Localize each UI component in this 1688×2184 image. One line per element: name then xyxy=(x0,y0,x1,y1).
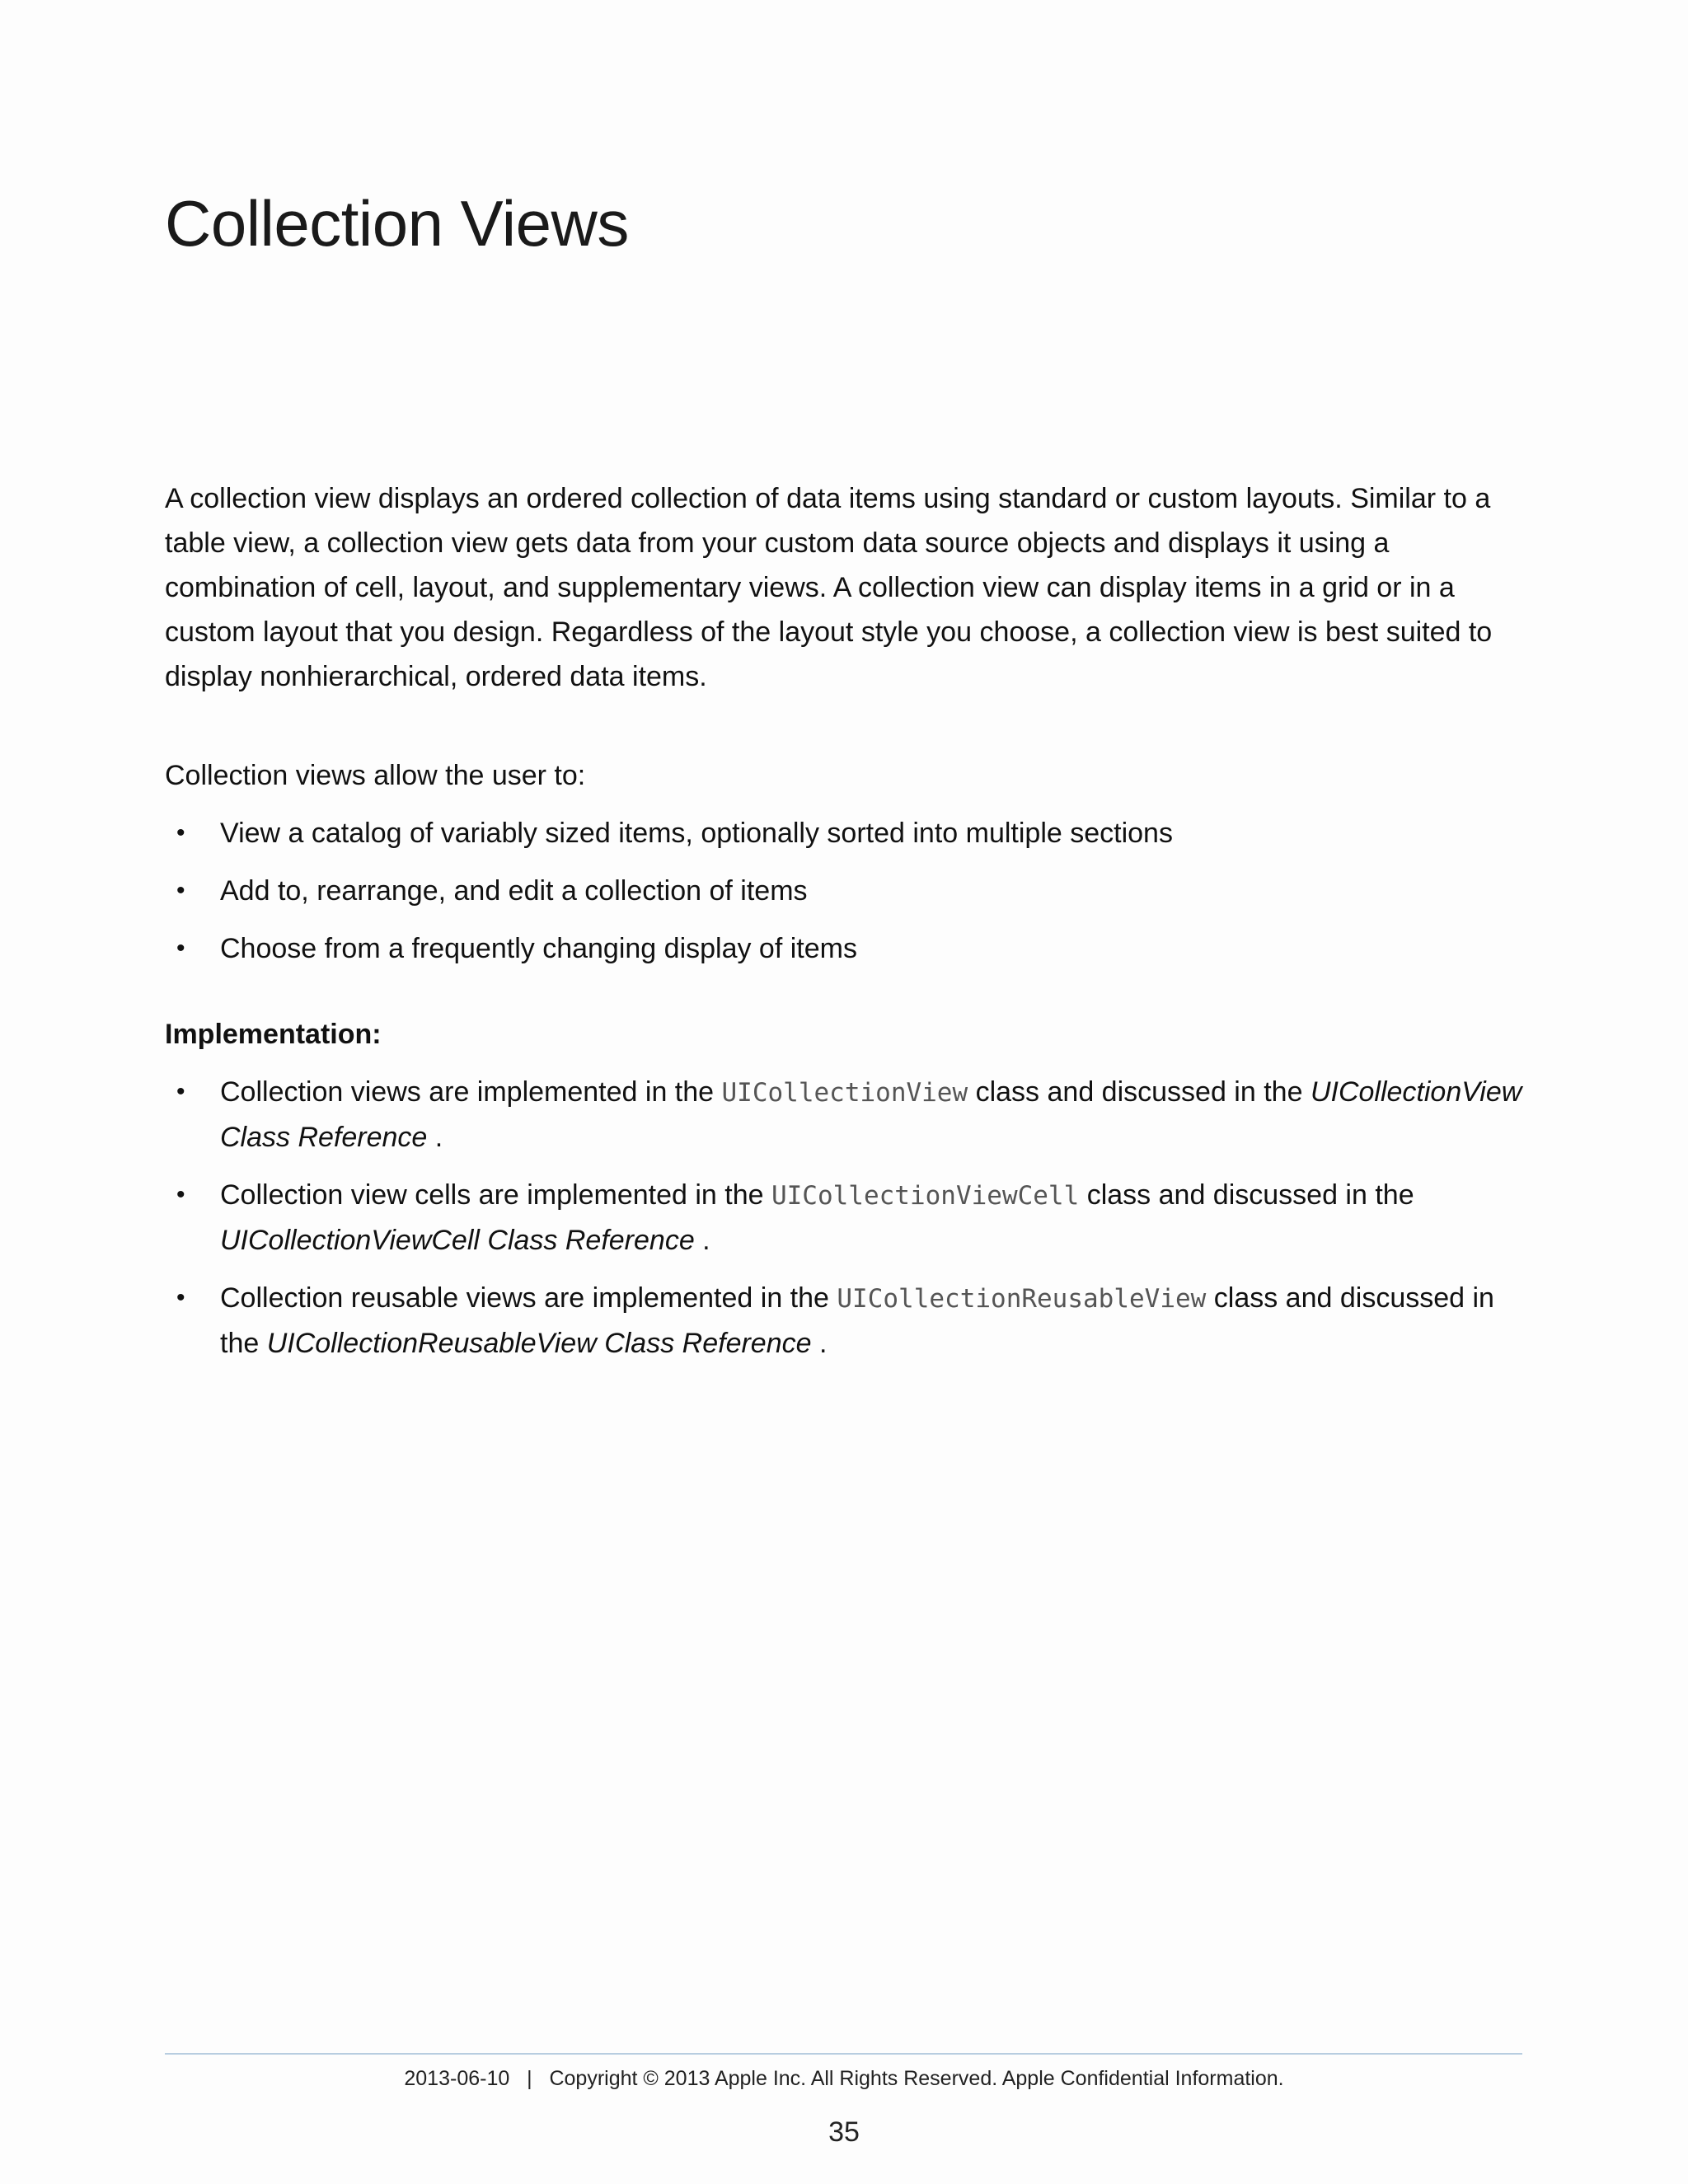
list-item-text: . xyxy=(811,1328,828,1359)
bullet-icon: • xyxy=(176,1078,185,1105)
list-item xyxy=(165,869,1525,913)
list-item-text: Collection reusable views are implemented in the xyxy=(220,1282,837,1314)
features-list xyxy=(165,811,1525,971)
list-item xyxy=(165,1070,1525,1160)
class-name-code: UICollectionReusableView xyxy=(837,1284,1207,1314)
list-item xyxy=(165,1276,1525,1366)
list-item-text: class and discussed in the xyxy=(968,1076,1311,1108)
footer-separator: | xyxy=(527,2067,532,2090)
implementation-heading: Implementation: xyxy=(165,1019,382,1050)
page-content xyxy=(165,476,1525,1379)
bullet-icon: • xyxy=(176,877,185,904)
list-item-text: . xyxy=(427,1122,443,1153)
class-name-code: UICollectionView xyxy=(721,1078,968,1108)
list-item-text: Add to, rearrange, and edit a collection of items xyxy=(220,875,808,907)
list-item xyxy=(165,1173,1525,1263)
footer-divider xyxy=(165,2053,1522,2055)
features-lead: Collection views allow the user to: xyxy=(165,760,586,791)
implementation-list xyxy=(165,1070,1525,1366)
bullet-icon: • xyxy=(176,819,185,846)
list-item-text: . xyxy=(694,1225,710,1256)
intro-paragraph: A collection view displays an ordered collection of data items using standard or custom layouts. Similar to a table view, a collection view gets data from your custom data source objects and displays it using a combination of cell, layout, and supplementary views. A collection view can display items in a grid or in a custom layout that you design. Regardless of the layout style you choose, a collection view is best suited to display nonhierarchical, ordered data items. xyxy=(165,483,1493,692)
footer-copyright: Copyright © 2013 Apple Inc. All Rights Reserved. Apple Confidential Information. xyxy=(549,2067,1284,2090)
page-title: Collection Views xyxy=(165,187,629,260)
class-reference-link[interactable]: UICollectionViewCell Class Reference xyxy=(220,1225,695,1256)
class-reference-link[interactable]: UICollectionView Class Reference xyxy=(220,1076,1522,1153)
class-reference-link[interactable]: UICollectionReusableView Class Reference xyxy=(266,1328,812,1359)
class-name-code: UICollectionViewCell xyxy=(771,1181,1080,1211)
list-item-text: Collection views are implemented in the xyxy=(220,1076,722,1108)
bullet-icon: • xyxy=(176,1181,185,1208)
page-number: 35 xyxy=(828,2116,860,2148)
list-item-text: Choose from a frequently changing display of items xyxy=(220,933,857,964)
list-item-text: View a catalog of variably sized items, optionally sorted into multiple sections xyxy=(220,818,1173,849)
list-item-text: Collection view cells are implemented in the xyxy=(220,1179,771,1211)
list-item-text: class and discussed in the xyxy=(1079,1179,1414,1211)
bullet-icon: • xyxy=(176,1284,185,1311)
page-footer xyxy=(0,2067,1688,2091)
bullet-icon: • xyxy=(176,935,185,962)
list-item-text: class and discussed in the xyxy=(220,1282,1494,1359)
list-item xyxy=(165,926,1525,971)
footer-date: 2013-06-10 xyxy=(404,2067,510,2090)
list-item xyxy=(165,811,1525,855)
